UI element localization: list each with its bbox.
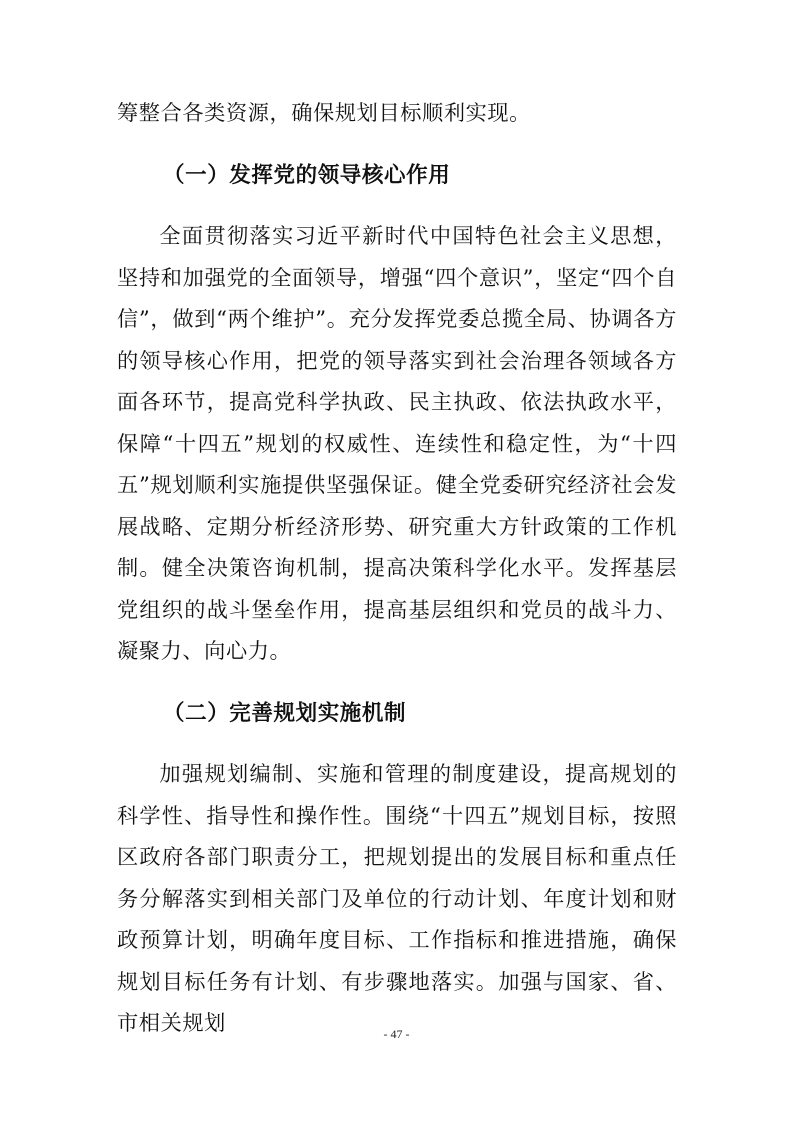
body-paragraph-2: 加强规划编制、实施和管理的制度建设，提高规划的科学性、指导性和操作性。围绕“十四五”规划目标，按照区政府各部门职责分工，把规划提出的发展目标和重点任务分解落实到相关部门及单位的行动计划、年度计划和财政预算计划，明确年度目标、工作指标和推进措施，确保规划目标任务有计划、有步骤地落实。加强与国家、省、市相关规划: [117, 761, 677, 1035]
section-heading-2: （二）完善规划实施机制: [163, 700, 407, 726]
section-heading-1: （一）发挥党的领导核心作用: [163, 162, 451, 188]
page-number: - 47 -: [383, 1027, 410, 1041]
document-body: [117, 92, 677, 1044]
continuation-paragraph: 筹整合各类资源，确保规划目标顺利实现。: [117, 100, 531, 125]
body-paragraph-1: 全面贯彻落实习近平新时代中国特色社会主义思想，坚持和加强党的全面领导，增强“四个意识”，坚定“四个自信”，做到“两个维护”。充分发挥党委总揽全局、协调各方的领导核心作用，把党的领导落实到社会治理各领域各方面各环节，提高党科学执政、民主执政、依法执政水平，保障“十四五”规划的权威性、连续性和稳定性，为“十四五”规划顺利实施提供坚强保证。健全党委研究经济社会发展战略、定期分析经济形势、研究重大方针政策的工作机制。健全决策咨询机制，提高决策科学化水平。发挥基层党组织的战斗堡垒作用，提高基层组织和党员的战斗力、凝聚力、向心力。: [117, 223, 677, 663]
